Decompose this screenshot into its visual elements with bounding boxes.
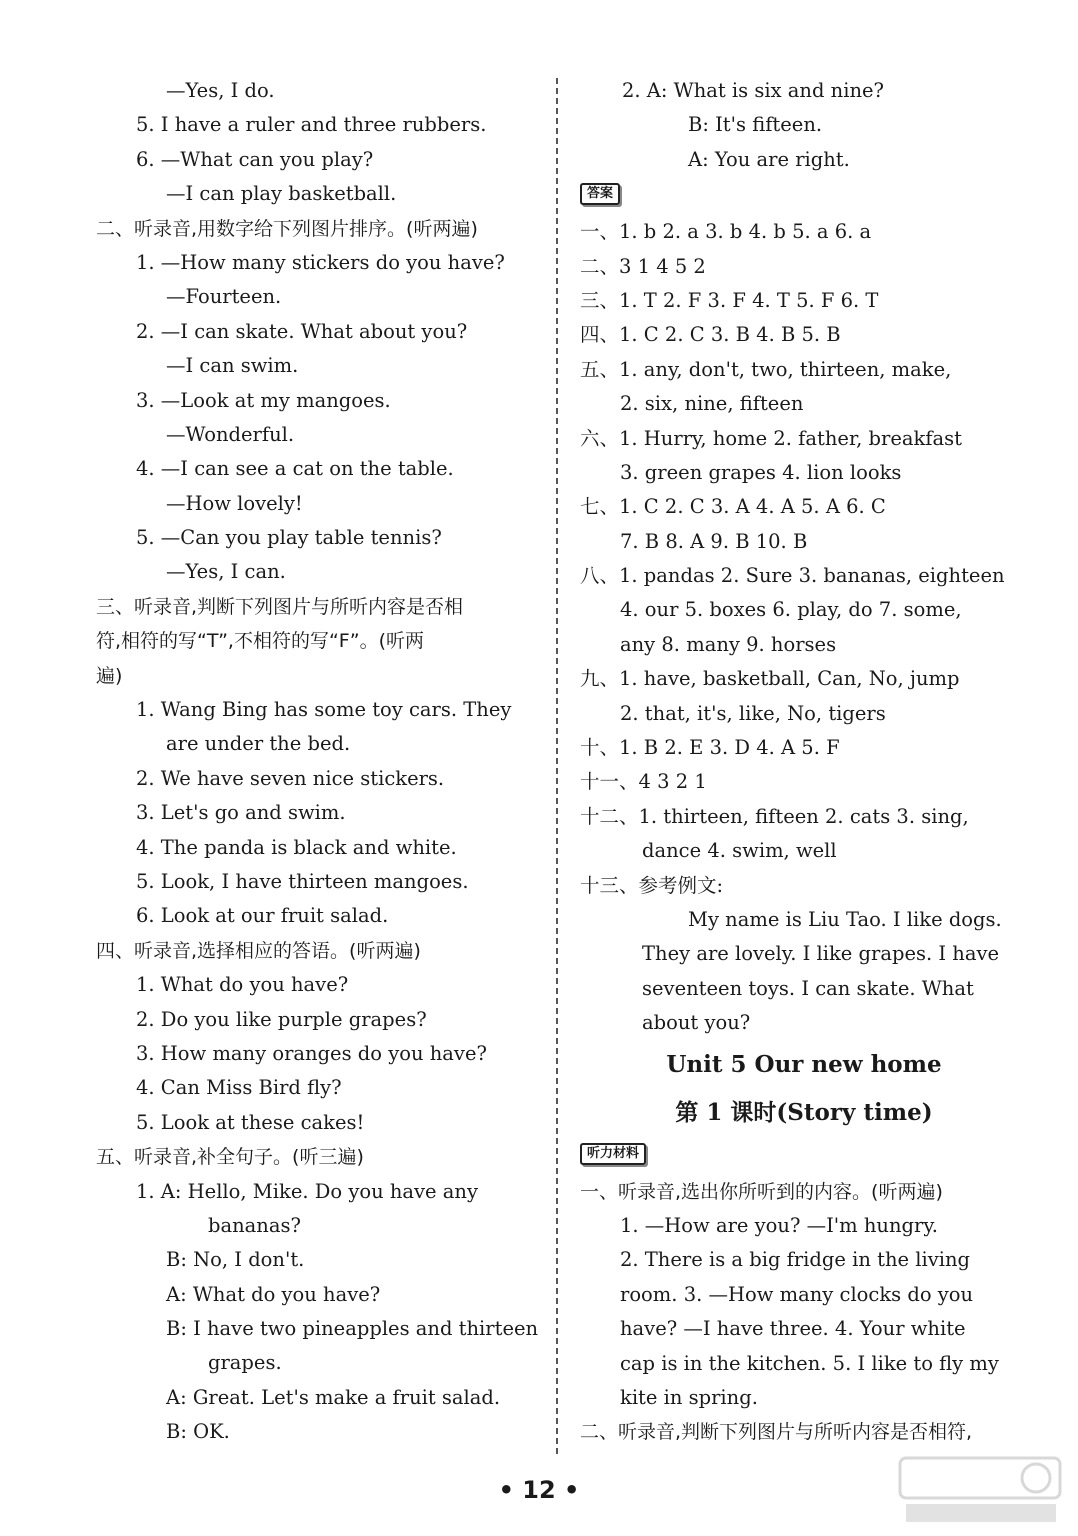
watermark-logo-icon xyxy=(896,1452,1066,1526)
text-line: 八、1. pandas 2. Sure 3. bananas, eighteen xyxy=(580,564,1005,588)
text-line: 2. We have seven nice stickers. xyxy=(136,766,445,790)
section-heading: 遍) xyxy=(96,664,123,687)
text-line: —How lovely! xyxy=(166,491,303,515)
text-line: 十二、1. thirteen, fifteen 2. cats 3. sing, xyxy=(580,804,969,828)
text-line: 1. Wang Bing has some toy cars. They xyxy=(136,698,512,722)
text-line: 5. Look, I have thirteen mangoes. xyxy=(136,869,469,893)
text-line: B: I have two pineapples and thirteen xyxy=(166,1317,539,1341)
text-line: 一、1. b 2. a 3. b 4. b 5. a 6. a xyxy=(580,220,872,244)
text-line: 十一、4 3 2 1 xyxy=(580,770,707,794)
text-line: 1. —How many stickers do you have? xyxy=(136,250,505,274)
section-heading: 五、听录音,补全句子。(听三遍) xyxy=(96,1146,364,1169)
text-line: room. 3. —How many clocks do you xyxy=(620,1282,974,1306)
text-line: A: Great. Let's make a fruit salad. xyxy=(166,1385,501,1409)
text-line: 4. Can Miss Bird fly? xyxy=(136,1076,342,1100)
text-line: 2. A: What is six and nine? xyxy=(622,79,885,102)
text-line: 2. There is a big fridge in the living xyxy=(620,1248,971,1272)
section-heading: 四、听录音,选择相应的答语。(听两遍) xyxy=(96,939,421,962)
text-line: 5. I have a ruler and three rubbers. xyxy=(136,113,487,137)
text-line: —I can swim. xyxy=(166,354,299,378)
text-line: have? —I have three. 4. Your white xyxy=(620,1317,966,1341)
text-line: 4. our 5. boxes 6. play, do 7. some, xyxy=(620,598,962,622)
text-line: bananas? xyxy=(208,1213,301,1237)
text-line: —Yes, I do. xyxy=(166,79,275,102)
text-line: 2. that, it's, like, No, tigers xyxy=(620,701,886,725)
text-line: —Fourteen. xyxy=(166,285,282,309)
section-heading: 二、听录音,用数字给下列图片排序。(听两遍) xyxy=(96,217,478,240)
text-line: A: What do you have? xyxy=(166,1282,381,1306)
unit-title: 第 1 课时(Story time) xyxy=(675,1098,933,1126)
text-line: 1. —How are you? —I'm hungry. xyxy=(620,1213,938,1237)
text-line: B: OK. xyxy=(166,1420,230,1444)
text-line: 2. Do you like purple grapes? xyxy=(136,1007,427,1031)
unit-title: Unit 5 Our new home xyxy=(666,1050,942,1078)
text-line: 4. —I can see a cat on the table. xyxy=(136,457,454,481)
text-line: They are lovely. I like grapes. I have xyxy=(642,942,1000,966)
text-line: 1. A: Hello, Mike. Do you have any xyxy=(136,1179,478,1203)
text-line: 九、1. have, basketball, Can, No, jump xyxy=(580,667,960,691)
text-line: cap is in the kitchen. 5. I like to fly my xyxy=(620,1351,999,1375)
section-badge-row xyxy=(580,177,1028,215)
text-line: 2. six, nine, fifteen xyxy=(620,392,804,416)
text-line: 5. Look at these cakes! xyxy=(136,1110,365,1134)
text-line: 3. How many oranges do you have? xyxy=(136,1041,487,1065)
text-line: 六、1. Hurry, home 2. father, breakfast xyxy=(580,426,962,450)
text-line: 1. What do you have? xyxy=(136,973,349,997)
text-line: 6. Look at our fruit salad. xyxy=(136,904,389,928)
page-number: • 12 • xyxy=(498,1476,580,1504)
text-line: 2. —I can skate. What about you? xyxy=(136,319,468,343)
section-badge: 听力材料 xyxy=(580,1143,646,1165)
text-line: —I can play basketball. xyxy=(166,182,397,206)
text-line: 十三、参考例文: xyxy=(580,873,724,897)
section-heading: 二、听录音,判断下列图片与所听内容是否相符, xyxy=(580,1421,973,1444)
text-line: any 8. many 9. horses xyxy=(620,632,837,656)
section-heading: 符,相符的写“T”,不相符的写“F”。(听两 xyxy=(96,630,424,653)
text-line: seventeen toys. I can skate. What xyxy=(642,976,974,1000)
text-line: —Yes, I can. xyxy=(166,560,286,584)
section-heading: 三、听录音,判断下列图片与所听内容是否相 xyxy=(96,595,464,618)
text-line: 二、3 1 4 5 2 xyxy=(580,254,706,278)
text-line: dance 4. swim, well xyxy=(642,839,837,863)
text-line: 6. —What can you play? xyxy=(136,147,374,171)
text-line: 3. —Look at my mangoes. xyxy=(136,388,391,412)
text-line: kite in spring. xyxy=(620,1385,758,1409)
section-badge-row xyxy=(580,1137,1028,1175)
text-line: 7. B 8. A 9. B 10. B xyxy=(620,529,808,553)
text-line: 3. Let's go and swim. xyxy=(136,801,346,825)
text-line: grapes. xyxy=(208,1351,282,1375)
column-divider xyxy=(556,78,558,1454)
text-line: 5. —Can you play table tennis? xyxy=(136,526,442,550)
text-line: —Wonderful. xyxy=(166,422,295,446)
text-line: 十、1. B 2. E 3. D 4. A 5. F xyxy=(580,736,840,760)
text-line: 四、1. C 2. C 3. B 4. B 5. B xyxy=(580,323,841,347)
text-line: B: No, I don't. xyxy=(166,1248,305,1272)
text-line: B: It's fifteen. xyxy=(688,113,823,137)
section-badge: 答案 xyxy=(580,183,620,205)
text-line: A: You are right. xyxy=(688,147,850,171)
text-line: 三、1. T 2. F 3. F 4. T 5. F 6. T xyxy=(580,288,879,312)
text-line: My name is Liu Tao. I like dogs. xyxy=(688,907,1002,931)
text-line: 五、1. any, don't, two, thirteen, make, xyxy=(580,357,952,381)
left-column xyxy=(96,74,542,1450)
text-line: about you? xyxy=(642,1011,751,1035)
text-line: 七、1. C 2. C 3. A 4. A 5. A 6. C xyxy=(580,495,886,519)
right-column xyxy=(580,74,1028,1450)
text-line: are under the bed. xyxy=(166,732,351,756)
text-line: 4. The panda is black and white. xyxy=(136,835,457,859)
section-heading: 一、听录音,选出你所听到的内容。(听两遍) xyxy=(580,1180,943,1203)
text-line: 3. green grapes 4. lion looks xyxy=(620,460,902,484)
